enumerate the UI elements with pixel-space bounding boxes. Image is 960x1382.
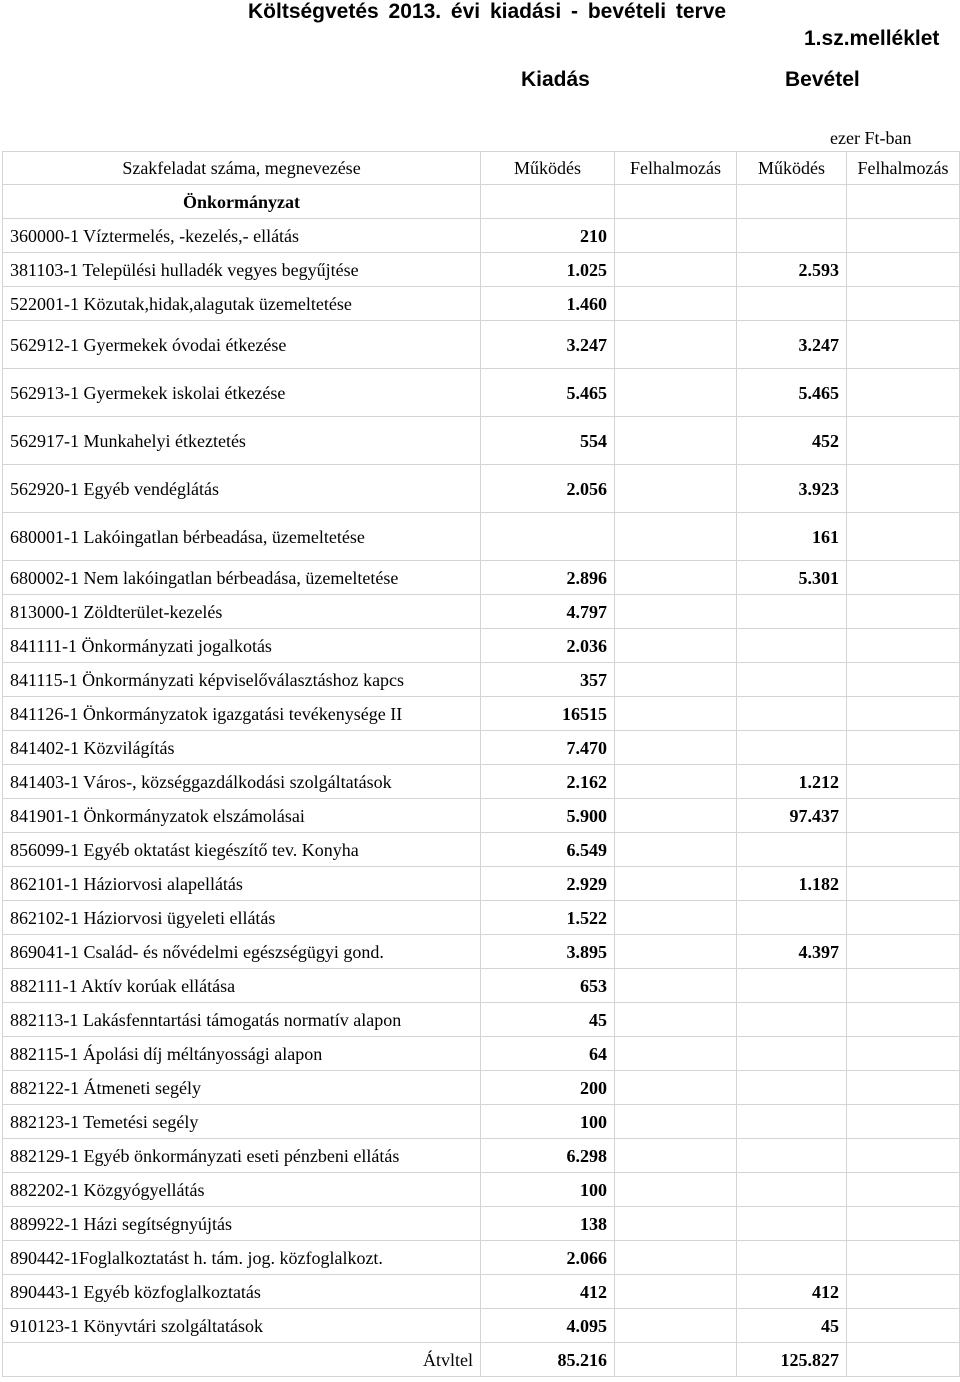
table-row xyxy=(3,1241,960,1275)
expense-capital-value xyxy=(615,417,737,465)
table-row xyxy=(3,663,960,697)
income-capital-value xyxy=(847,465,960,513)
table-row xyxy=(3,561,960,595)
expense-capital-value xyxy=(615,663,737,697)
row-name: 522001-1 Közutak,hidak,alagutak üzemeltetése xyxy=(3,287,481,321)
table-row xyxy=(3,765,960,799)
table-row xyxy=(3,1105,960,1139)
income-capital-value xyxy=(847,1241,960,1275)
income-capital-value xyxy=(847,629,960,663)
table-row xyxy=(3,287,960,321)
table-row xyxy=(3,731,960,765)
table-row xyxy=(3,935,960,969)
expense-operating-value: 412 xyxy=(481,1275,615,1309)
table-row xyxy=(3,1207,960,1241)
expense-operating-value xyxy=(481,513,615,561)
document-title: Költségvetés 2013. évi kiadási - bevételi terve xyxy=(248,0,727,23)
expense-operating-value: 7.470 xyxy=(481,731,615,765)
income-capital-value xyxy=(847,663,960,697)
table-row xyxy=(3,465,960,513)
income-capital-value xyxy=(847,1105,960,1139)
expense-capital-value xyxy=(615,253,737,287)
row-name: 841403-1 Város-, községgazdálkodási szolgáltatások xyxy=(3,765,481,799)
expense-capital-value xyxy=(615,935,737,969)
expense-operating-value: 64 xyxy=(481,1037,615,1071)
income-capital-value xyxy=(847,1071,960,1105)
row-name: 841111-1 Önkormányzati jogalkotás xyxy=(3,629,481,663)
expense-operating-value: 6.549 xyxy=(481,833,615,867)
income-operating-value xyxy=(737,1071,847,1105)
table-row xyxy=(3,833,960,867)
income-capital-value xyxy=(847,1275,960,1309)
income-operating-value xyxy=(737,287,847,321)
expense-capital-value xyxy=(615,799,737,833)
expense-capital-value xyxy=(615,765,737,799)
income-operating-value xyxy=(737,1105,847,1139)
income-capital-value xyxy=(847,369,960,417)
expense-header: Kiadás xyxy=(521,68,590,91)
col-header-expense-operating: Működés xyxy=(481,152,615,185)
row-name: 841402-1 Közvilágítás xyxy=(3,731,481,765)
income-operating-value: 452 xyxy=(737,417,847,465)
income-operating-value: 412 xyxy=(737,1275,847,1309)
row-name: 862101-1 Háziorvosi alapellátás xyxy=(3,867,481,901)
expense-capital-value xyxy=(615,1139,737,1173)
income-operating-value: 5.465 xyxy=(737,369,847,417)
row-name: 813000-1 Zöldterület-kezelés xyxy=(3,595,481,629)
income-operating-value xyxy=(737,731,847,765)
income-operating-value: 45 xyxy=(737,1309,847,1343)
col-header-name: Szakfeladat száma, megnevezése xyxy=(3,152,481,185)
expense-operating-value: 5.465 xyxy=(481,369,615,417)
income-operating-value: 161 xyxy=(737,513,847,561)
row-name: 841115-1 Önkormányzati képviselőválasztáshoz kapcs xyxy=(3,663,481,697)
expense-capital-value xyxy=(615,1071,737,1105)
income-capital-value xyxy=(847,287,960,321)
income-operating-value xyxy=(737,697,847,731)
expense-operating-value: 4.095 xyxy=(481,1309,615,1343)
table-row xyxy=(3,219,960,253)
income-capital-value xyxy=(847,253,960,287)
income-operating-value: 97.437 xyxy=(737,799,847,833)
row-name: 869041-1 Család- és nővédelmi egészségügyi gond. xyxy=(3,935,481,969)
table-row xyxy=(3,867,960,901)
income-operating-value xyxy=(737,629,847,663)
expense-operating-value: 100 xyxy=(481,1173,615,1207)
table-row xyxy=(3,1309,960,1343)
section-title: Önkormányzat xyxy=(3,185,481,219)
income-header: Bevétel xyxy=(785,68,860,91)
expense-operating-value: 2.056 xyxy=(481,465,615,513)
row-name: 882113-1 Lakásfenntartási támogatás normatív alapon xyxy=(3,1003,481,1037)
income-capital-value xyxy=(847,1173,960,1207)
expense-capital-value xyxy=(615,1207,737,1241)
row-name: 562912-1 Gyermekek óvodai étkezése xyxy=(3,321,481,369)
expense-capital-value xyxy=(615,1275,737,1309)
income-operating-value xyxy=(737,1037,847,1071)
income-capital-value xyxy=(847,219,960,253)
expense-operating-value: 653 xyxy=(481,969,615,1003)
income-operating-value xyxy=(737,969,847,1003)
income-operating-value xyxy=(737,901,847,935)
income-capital-value xyxy=(847,935,960,969)
table-row xyxy=(3,321,960,369)
income-capital-value xyxy=(847,595,960,629)
row-name: 360000-1 Víztermelés, -kezelés,- ellátás xyxy=(3,219,481,253)
income-capital-value xyxy=(847,1037,960,1071)
income-capital-value xyxy=(847,731,960,765)
income-capital-value xyxy=(847,1139,960,1173)
expense-capital-value xyxy=(615,287,737,321)
income-capital-value xyxy=(847,1207,960,1241)
table-row xyxy=(3,1071,960,1105)
expense-capital-value xyxy=(615,561,737,595)
row-name: 882123-1 Temetési segély xyxy=(3,1105,481,1139)
income-capital-value xyxy=(847,799,960,833)
expense-operating-value: 357 xyxy=(481,663,615,697)
income-capital-value xyxy=(847,765,960,799)
expense-capital-value xyxy=(615,369,737,417)
row-name: 882111-1 Aktív korúak ellátása xyxy=(3,969,481,1003)
table-row xyxy=(3,417,960,465)
total-expense-operating: 85.216 xyxy=(481,1343,615,1377)
row-name: 910123-1 Könyvtári szolgáltatások xyxy=(3,1309,481,1343)
expense-operating-value: 138 xyxy=(481,1207,615,1241)
expense-capital-value xyxy=(615,833,737,867)
expense-operating-value: 16515 xyxy=(481,697,615,731)
column-header-row xyxy=(3,152,960,185)
expense-capital-value xyxy=(615,629,737,663)
table-row xyxy=(3,799,960,833)
table-row xyxy=(3,1173,960,1207)
income-operating-value: 3.247 xyxy=(737,321,847,369)
expense-operating-value: 1.460 xyxy=(481,287,615,321)
row-name: 680001-1 Lakóingatlan bérbeadása, üzemeltetése xyxy=(3,513,481,561)
row-name: 841901-1 Önkormányzatok elszámolásai xyxy=(3,799,481,833)
table-row xyxy=(3,1275,960,1309)
income-capital-value xyxy=(847,901,960,935)
expense-operating-value: 2.066 xyxy=(481,1241,615,1275)
table-row xyxy=(3,697,960,731)
expense-capital-value xyxy=(615,1003,737,1037)
expense-capital-value xyxy=(615,901,737,935)
expense-operating-value: 3.247 xyxy=(481,321,615,369)
income-capital-value xyxy=(847,1003,960,1037)
expense-operating-value: 3.895 xyxy=(481,935,615,969)
table-row xyxy=(3,969,960,1003)
total-income-capital xyxy=(847,1343,960,1377)
expense-operating-value: 2.162 xyxy=(481,765,615,799)
expense-capital-value xyxy=(615,697,737,731)
row-name: 882202-1 Közgyógyellátás xyxy=(3,1173,481,1207)
income-operating-value: 5.301 xyxy=(737,561,847,595)
income-capital-value xyxy=(847,321,960,369)
row-name: 862102-1 Háziorvosi ügyeleti ellátás xyxy=(3,901,481,935)
income-operating-value xyxy=(737,1207,847,1241)
income-capital-value xyxy=(847,1309,960,1343)
income-operating-value: 1.212 xyxy=(737,765,847,799)
expense-capital-value xyxy=(615,1105,737,1139)
row-name: 882129-1 Egyéb önkormányzati eseti pénzbeni ellátás xyxy=(3,1139,481,1173)
unit-label: ezer Ft-ban xyxy=(830,128,912,148)
income-capital-value xyxy=(847,833,960,867)
total-label: Átvltel xyxy=(3,1343,481,1377)
table-row xyxy=(3,1139,960,1173)
expense-operating-value: 554 xyxy=(481,417,615,465)
income-capital-value xyxy=(847,969,960,1003)
income-capital-value xyxy=(847,561,960,595)
expense-operating-value: 45 xyxy=(481,1003,615,1037)
row-name: 889922-1 Házi segítségnyújtás xyxy=(3,1207,481,1241)
row-name: 680002-1 Nem lakóingatlan bérbeadása, üzemeltetése xyxy=(3,561,481,595)
annex-label: 1.sz.melléklet xyxy=(804,27,940,50)
row-name: 856099-1 Egyéb oktatást kiegészítő tev. Konyha xyxy=(3,833,481,867)
section-row xyxy=(3,185,960,219)
table-row xyxy=(3,595,960,629)
income-operating-value xyxy=(737,1003,847,1037)
expense-capital-value xyxy=(615,595,737,629)
expense-operating-value: 4.797 xyxy=(481,595,615,629)
expense-capital-value xyxy=(615,1173,737,1207)
table-row xyxy=(3,901,960,935)
col-header-income-capital: Felhalmozás xyxy=(847,152,960,185)
expense-capital-value xyxy=(615,1037,737,1071)
expense-capital-value xyxy=(615,969,737,1003)
income-capital-value xyxy=(847,513,960,561)
col-header-expense-capital: Felhalmozás xyxy=(615,152,737,185)
income-operating-value xyxy=(737,1241,847,1275)
col-header-income-operating: Működés xyxy=(737,152,847,185)
expense-operating-value: 2.896 xyxy=(481,561,615,595)
row-name: 882122-1 Átmeneti segély xyxy=(3,1071,481,1105)
income-capital-value xyxy=(847,867,960,901)
income-operating-value xyxy=(737,663,847,697)
income-operating-value xyxy=(737,1139,847,1173)
expense-capital-value xyxy=(615,1241,737,1275)
expense-capital-value xyxy=(615,731,737,765)
table-row xyxy=(3,629,960,663)
income-operating-value: 4.397 xyxy=(737,935,847,969)
table-row xyxy=(3,1037,960,1071)
total-expense-capital xyxy=(615,1343,737,1377)
expense-operating-value: 1.522 xyxy=(481,901,615,935)
expense-capital-value xyxy=(615,1309,737,1343)
table-row xyxy=(3,513,960,561)
total-row xyxy=(3,1343,960,1377)
income-operating-value xyxy=(737,1173,847,1207)
income-capital-value xyxy=(847,417,960,465)
expense-operating-value: 1.025 xyxy=(481,253,615,287)
budget-table xyxy=(2,151,960,1377)
table-row xyxy=(3,369,960,417)
expense-capital-value xyxy=(615,219,737,253)
row-name: 841126-1 Önkormányzatok igazgatási tevékenysége II xyxy=(3,697,481,731)
expense-operating-value: 210 xyxy=(481,219,615,253)
income-operating-value xyxy=(737,595,847,629)
expense-operating-value: 6.298 xyxy=(481,1139,615,1173)
expense-operating-value: 100 xyxy=(481,1105,615,1139)
table-row xyxy=(3,253,960,287)
expense-capital-value xyxy=(615,321,737,369)
expense-operating-value: 2.929 xyxy=(481,867,615,901)
table-row xyxy=(3,1003,960,1037)
income-operating-value: 2.593 xyxy=(737,253,847,287)
row-name: 381103-1 Települési hulladék vegyes begyűjtése xyxy=(3,253,481,287)
expense-operating-value: 5.900 xyxy=(481,799,615,833)
income-operating-value: 3.923 xyxy=(737,465,847,513)
row-name: 890442-1Foglalkoztatást h. tám. jog. közfoglalkozt. xyxy=(3,1241,481,1275)
row-name: 562913-1 Gyermekek iskolai étkezése xyxy=(3,369,481,417)
row-name: 562917-1 Munkahelyi étkeztetés xyxy=(3,417,481,465)
expense-capital-value xyxy=(615,465,737,513)
income-capital-value xyxy=(847,697,960,731)
total-income-operating: 125.827 xyxy=(737,1343,847,1377)
expense-capital-value xyxy=(615,867,737,901)
income-operating-value: 1.182 xyxy=(737,867,847,901)
row-name: 890443-1 Egyéb közfoglalkoztatás xyxy=(3,1275,481,1309)
income-operating-value xyxy=(737,219,847,253)
expense-operating-value: 2.036 xyxy=(481,629,615,663)
income-operating-value xyxy=(737,833,847,867)
expense-capital-value xyxy=(615,513,737,561)
row-name: 562920-1 Egyéb vendéglátás xyxy=(3,465,481,513)
row-name: 882115-1 Ápolási díj méltányossági alapon xyxy=(3,1037,481,1071)
expense-operating-value: 200 xyxy=(481,1071,615,1105)
